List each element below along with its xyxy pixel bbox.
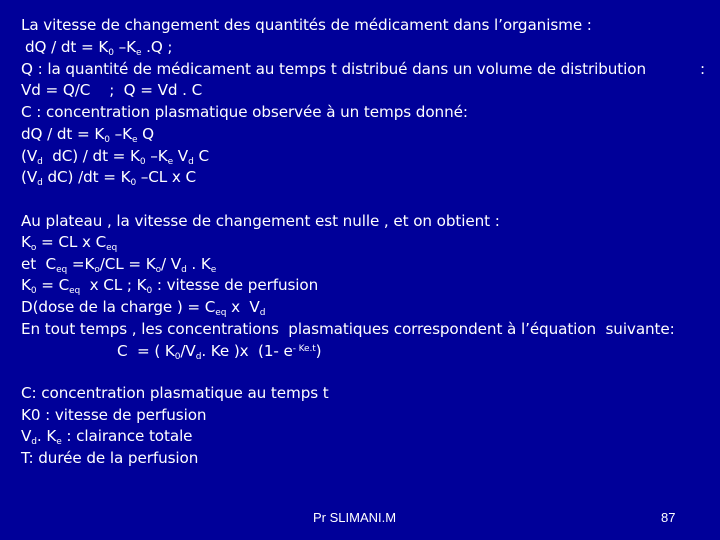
formula-line: D(dose de la charge ) = $C_{eq}$ x $V_d$	[21, 298, 266, 318]
formula-line: C = ( $K_0/V_d$. Ke )x (1- $e^{- Ke.t}$)	[117, 342, 322, 362]
text-line: T: durée de la perfusion	[21, 449, 199, 467]
text-line: Q : la quantité de médicament au temps t distribué dans un volume de distribution	[21, 60, 646, 78]
text-line: :	[700, 60, 706, 78]
text-line: K0 : vitesse de perfusion	[21, 406, 207, 424]
formula-line: $V_d$. $K_e$ : clairance totale	[21, 427, 193, 447]
formula-line: dQ / dt = $K_0$ $-K_e$ .Q ;	[25, 38, 173, 58]
footer-author: Pr SLIMANI.M	[313, 510, 397, 525]
text-line: En tout temps , les concentrations plasmatiques correspondent à l’équation suivante:	[21, 320, 675, 338]
text-line: C: concentration plasmatique au temps t	[21, 384, 329, 402]
page-number: 87	[661, 510, 676, 525]
formula-line: $K_o$ = CL x $C_{eq}$	[21, 233, 118, 253]
formula-line: ($V_d$ dC) $/dt = K_0$ –CL x C	[21, 168, 197, 188]
formula-line: et $C_{eq} =K_o/CL = K_o/$ $V_d$ . $K_e$	[21, 255, 217, 275]
text-line: Au plateau , la vitesse de changement est nulle , et on obtient :	[21, 212, 500, 230]
text-line: La vitesse de changement des quantités de médicament dans l’organisme :	[21, 16, 592, 34]
formula-line: dQ / dt = $K_0$ $-K_e$ Q	[21, 125, 154, 145]
formula-line: $K_0 = C_{eq}$ x CL ; $K_0$ : vitesse de perfusion	[21, 276, 319, 296]
text-line: C : concentration plasmatique observée à un temps donné:	[21, 103, 468, 121]
formula-line: ($V_d$ dC) / dt = $K_0$ $-K_e$ $V_d$ C	[21, 147, 209, 167]
formula-line: Vd = Q/C ; Q = Vd . C	[21, 81, 203, 99]
